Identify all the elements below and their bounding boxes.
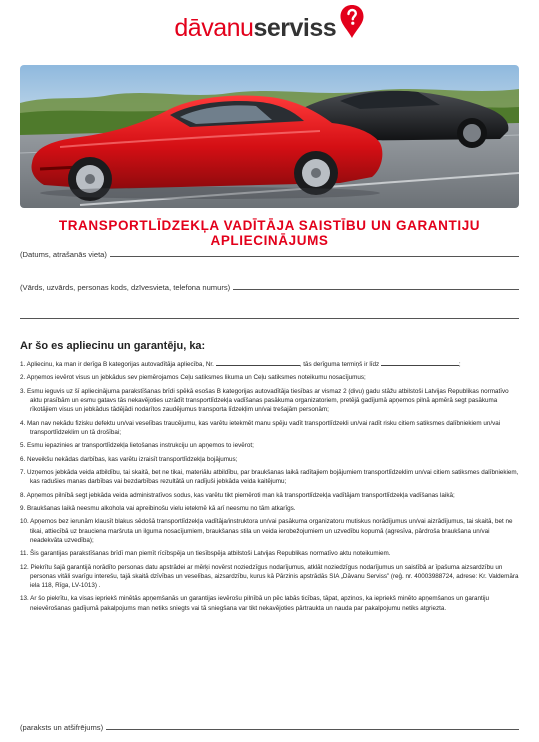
item-text: Ar šo piekrītu, ka visas iepriekš minētās apņemšanās un garantijas ievērošu pilnībā un pēc labās ticības, tāpat, apzinos, ka iepriekš minēto apņemšanos un garantiju neievērošanas gadījumā pakalpojums man netiks sniegts vai tā sniegšana var tikt nekavējoties pārtraukta un nauda par pakalpojumu netiks atgriezta.	[30, 595, 490, 612]
list-item	[20, 455, 519, 464]
date-place-field[interactable]	[20, 250, 519, 259]
divider-line	[20, 318, 519, 319]
item-number: 3.	[20, 387, 26, 395]
item-number: 9.	[20, 504, 26, 512]
list-item	[20, 468, 519, 486]
personal-data-field[interactable]	[20, 283, 519, 292]
item-number: 8.	[20, 491, 26, 499]
item-text: ;	[458, 361, 461, 368]
item-number: 6.	[20, 455, 26, 463]
license-number-blank[interactable]	[216, 359, 300, 366]
item-text: Man nav nekādu fizisku defektu un/vai veselības traucējumu, kas varētu ietekmēt manu spēju vadīt transportlīdzekli un/vai radīt risku citiem satiksmes dalībniekiem un/vai transportlīdzeklim un tā drošībai;	[27, 419, 501, 436]
signature-label: (paraksts un atšifrējums)	[20, 723, 106, 732]
list-item	[20, 594, 519, 612]
item-number: 13.	[20, 595, 29, 603]
item-text: Šis garantijas parakstīšanas brīdī man piemīt rīcībspēja un tiesībspēja atbilstoši Latvijas Republikas normatīvo aktu noteikumiem.	[30, 550, 391, 558]
list-item	[20, 441, 519, 450]
list-item	[20, 373, 519, 382]
item-text: Apņemos pilnībā segt jebkāda veida administratīvos sodus, kas varētu tikt piemēroti man kā transportlīdzekļa vadītājam transportlīdzekļa vadīšanas laikā;	[26, 491, 455, 499]
item-text: Esmu iepazinies ar transportlīdzekļa lietošanas instrukciju un apņemos to ievērot;	[27, 442, 254, 450]
item-number: 5.	[20, 442, 26, 450]
item-text: Piekrītu šajā garantijā norādīto personas datu apstrādei ar mērķi novērst noziedzīgus nodarījumus, atklāt noziedzīgus nodarījumus un saistībā ar īpašuma aizsardzību un personas vitāli svarīgu interešu, tajā skaitā dzīvības un veselības, aizsardzību, kurus kā Pārzinis apstrādās SIA „Dāvanu Serviss” (reģ. nr. 40003988724, adrese: Kr. Valdemāra iela 118, Rīga, LV-1013) .	[30, 563, 519, 589]
item-number: 11.	[20, 550, 29, 558]
sports-car-photo-icon	[20, 65, 519, 208]
signature-field[interactable]	[20, 723, 519, 732]
list-item	[20, 419, 519, 437]
item-number: 1.	[20, 361, 26, 368]
brand-name-part1: dāvanu	[174, 14, 254, 42]
item-number: 10.	[20, 518, 29, 526]
list-item	[20, 517, 519, 545]
item-text: Apliecinu, ka man ir derīga B kategorijas autovadītāja apliecība, Nr.	[26, 361, 214, 368]
brand-name-part2: serviss	[253, 14, 337, 42]
item-text: Neveikšu nekādas darbības, kas varētu izraisīt transportlīdzekļa bojājumus;	[27, 455, 238, 463]
item-text: Apņemos bez ierunām klausīt blakus sēdošā transportlīdzekļa vadītāja/instruktora un/vai pasākuma organizatoru mutiskus norādījumus un/vai aizrādījumus, tai skaitā, bet ne tikai, attiecībā uz brauciena maršruta un ilguma nosacījumiem, braukšanas stila un veida ierobežojumiem un uzvedību kopumā (agresīva, pārdroša braukšana un/vai neadekvāta uzvedība);	[30, 518, 513, 544]
list-item	[20, 549, 519, 558]
item-text: Braukšanas laikā neesmu alkohola vai apreibinošu vielu ietekmē kā arī neesmu no tām atkarīgs.	[27, 504, 296, 512]
date-place-label: (Datums, atrašanās vieta)	[20, 250, 110, 259]
item-text: Apņemos ievērot visus un jebkādus sev piemērojamos Ceļu satiksmes likuma un Ceļu satiksmes noteikumu nosacījumus;	[26, 374, 366, 382]
document-title: TRANSPORTLĪDZEKĻA VADĪTĀJA SAISTĪBU UN GARANTIJU APLIECINĀJUMS	[58, 218, 481, 248]
hero-car-image	[20, 65, 519, 208]
item-number: 2.	[20, 374, 26, 382]
list-item	[20, 491, 519, 500]
item-text: Esmu ieguvis uz šī apliecinājuma parakstīšanas brīdi spēkā esošas B kategorijas autovadītāja tiesības ar vismaz 2 (divu) gadu stāžu atbilstoši Latvijas Republikas normatīvo aktu prasībām un esmu gatavs tās nekavējoties uzrādīt transportlīdzekļa vadīšanas pasākuma organizatoriem, pretējā gadījumā apņemos pilnā apmērā segt pasākuma rīkotājiem visus un jebkādus tādējādi nodarītos zaudējumus transporta līdzekļim un/vai trešajām personām;	[27, 387, 509, 414]
item-text: Uzņemos jebkāda veida atbildību, tai skaitā, bet ne tikai, materiālu atbildību, par braukšanas laikā radītajiem bojājumiem transportlīdzeklim un/vai citiem satiksmes dalībniekiem, kas radušies manas darbības vai bezdarbības rezultātā un radījuši jebkāda veida kaitējumu;	[27, 468, 519, 486]
location-pin-icon	[339, 4, 365, 40]
license-expiry-blank[interactable]	[381, 359, 459, 366]
item-text: tās derīguma termiņš ir līdz	[303, 361, 380, 368]
brand-logo	[0, 6, 539, 50]
personal-data-label: (Vārds, uzvārds, personas kods, dzīvesvieta, telefona numurs)	[20, 283, 233, 292]
list-item	[20, 563, 519, 591]
item-number: 4.	[20, 419, 26, 427]
section-heading: Ar šo es apliecinu un garantēju, ka:	[20, 340, 206, 352]
commitments-list	[20, 359, 519, 617]
item-number: 12.	[20, 563, 29, 571]
item-number: 7.	[20, 468, 26, 476]
list-item	[20, 504, 519, 513]
list-item: 1. Apliecinu, ka man ir derīga B kategorijas autovadītāja apliecība, Nr. , tās derīguma termiņš ir līdz ;	[20, 361, 461, 368]
list-item	[20, 387, 519, 415]
